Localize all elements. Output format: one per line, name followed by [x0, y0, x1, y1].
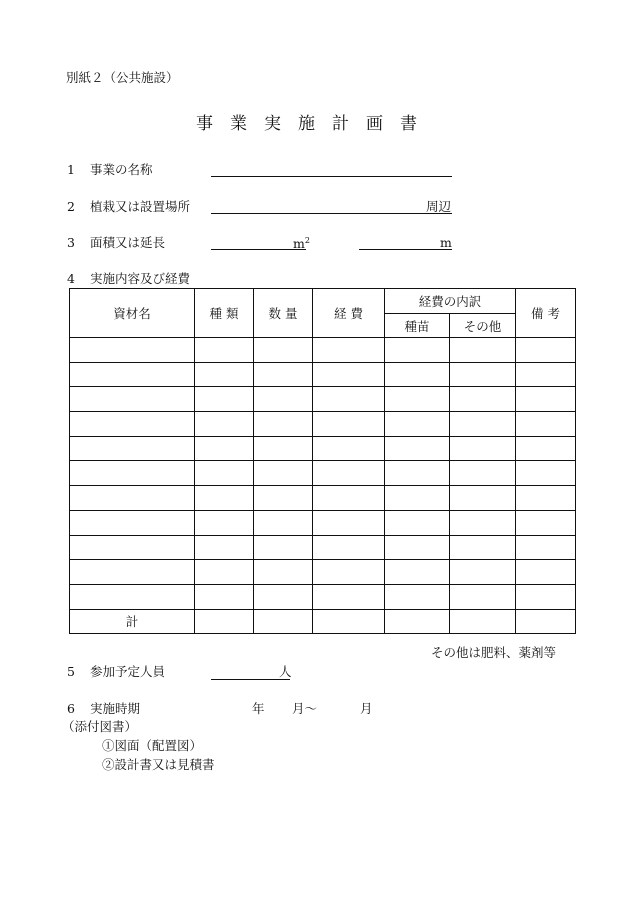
table-row [70, 535, 576, 560]
table-note: その他は肥料、薬剤等 [431, 645, 557, 660]
table-row [70, 461, 576, 486]
item1-number: 1 [67, 162, 75, 177]
item4-number: 4 [67, 271, 75, 286]
implementation-cost-table [69, 288, 576, 634]
attachment-item: ①図面（配置図） [102, 738, 203, 753]
header-type: 種 類 [195, 289, 254, 338]
header-other: その他 [450, 314, 516, 338]
header-cost: 経 費 [313, 289, 385, 338]
table-row [70, 560, 576, 585]
table-row [70, 436, 576, 461]
area-unit: $m^2$ [293, 236, 310, 252]
month-to-label: 月 [360, 701, 373, 716]
item3-label: 面積又は延長 [90, 235, 166, 250]
year-label: 年 [252, 701, 265, 716]
location-field[interactable] [211, 213, 452, 214]
item3-number: 3 [67, 235, 75, 250]
header-seedlings: 種苗 [385, 314, 450, 338]
length-field[interactable] [359, 249, 452, 250]
participants-unit: 人 [279, 664, 292, 679]
table-row [70, 338, 576, 363]
attachment-item: ②設計書又は見積書 [102, 757, 215, 772]
item6-number: 6 [67, 701, 75, 716]
month-from-label: 月〜 [292, 701, 318, 716]
total-row [70, 609, 576, 634]
participants-field[interactable] [211, 679, 290, 680]
total-label: 計 [70, 609, 195, 634]
item2-number: 2 [67, 199, 75, 214]
table-row [70, 510, 576, 535]
area-field[interactable] [211, 249, 306, 250]
table-row [70, 387, 576, 412]
table-row [70, 584, 576, 609]
item5-label: 参加予定人員 [90, 664, 166, 679]
table-row [70, 486, 576, 511]
header-quantity: 数 量 [254, 289, 313, 338]
table-row [70, 412, 576, 437]
item2-label: 植栽又は設置場所 [90, 199, 191, 214]
length-unit: m [440, 235, 452, 250]
item1-label: 事業の名称 [90, 162, 153, 177]
document-title: 事業実施計画書 [196, 114, 434, 134]
item6-label: 実施時期 [90, 701, 141, 716]
header-breakdown: 経費の内訳 [385, 289, 516, 314]
header-remarks: 備 考 [516, 289, 576, 338]
project-name-field[interactable] [211, 176, 452, 177]
attachments-heading: （添付図書） [62, 719, 138, 734]
item5-number: 5 [67, 664, 75, 679]
header-material: 資材名 [70, 289, 195, 338]
table-row [70, 362, 576, 387]
header-note: 別紙２（公共施設） [66, 70, 179, 85]
item4-label: 実施内容及び経費 [90, 271, 191, 286]
location-suffix: 周辺 [426, 199, 452, 214]
